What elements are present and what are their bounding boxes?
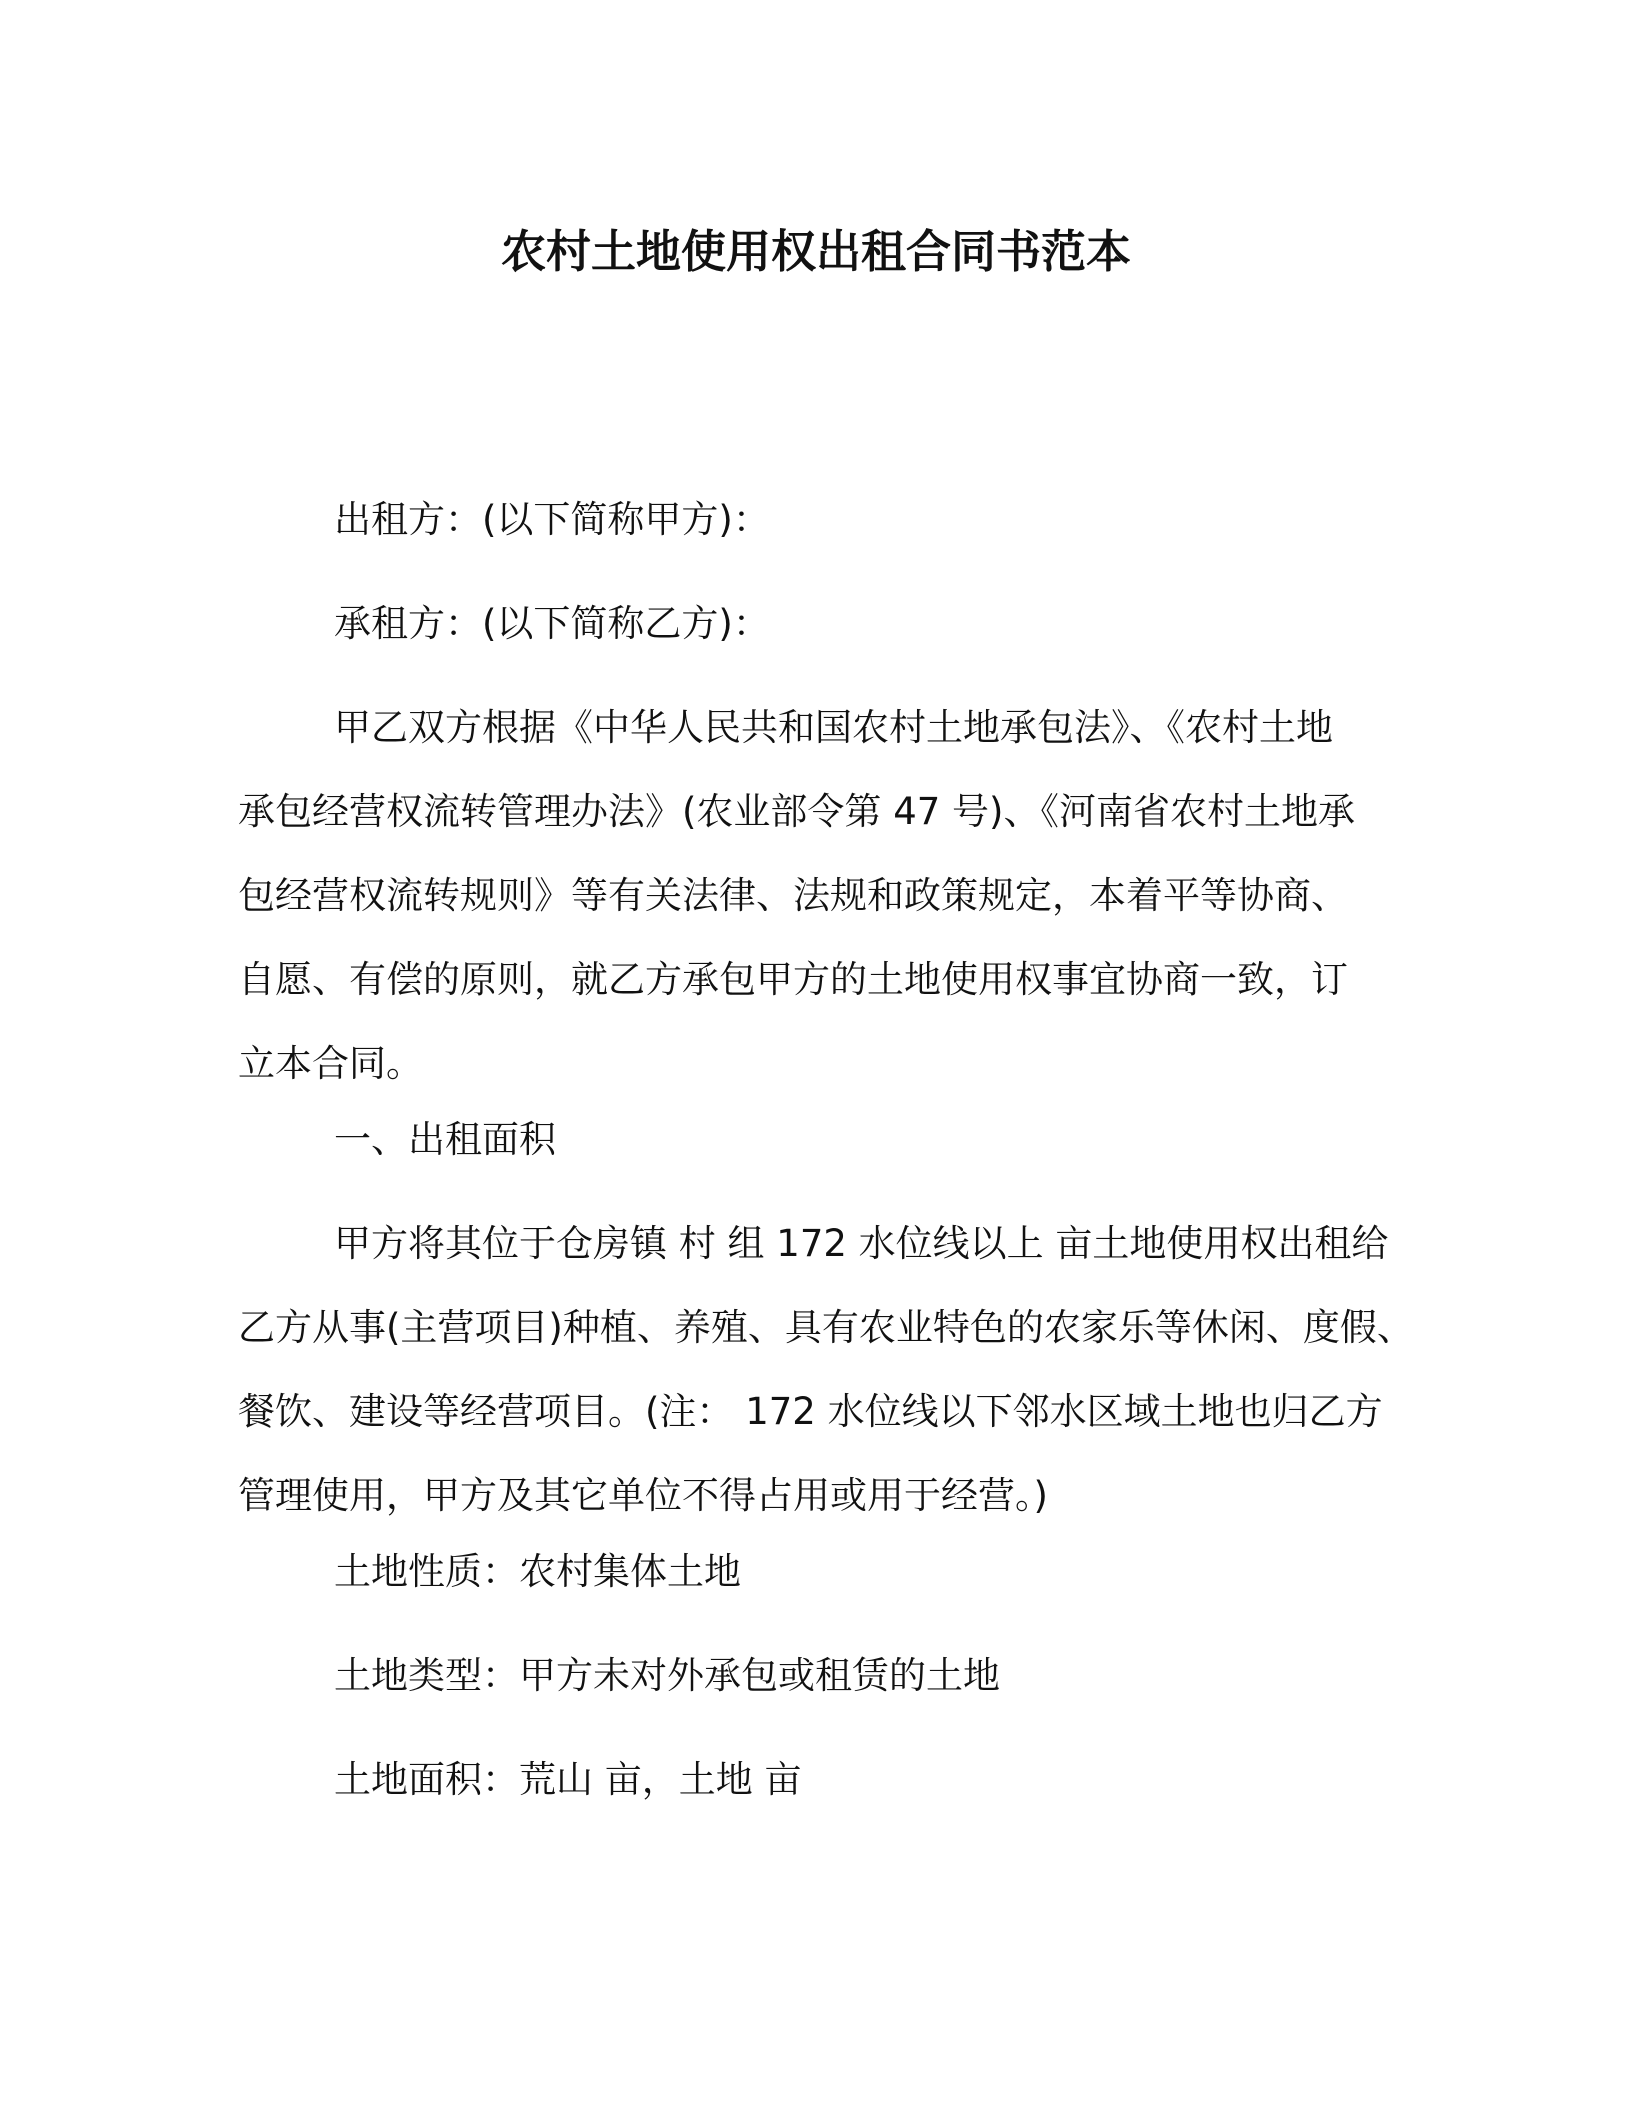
intro-line-text: 甲乙双方根据《中华人民共和国农村土地承包法》、《农村土地 [334,706,1333,749]
land-area-line [238,1738,1418,1822]
intro-line: 承包经营权流转管理办法》(农业部令第 47 号)、《河南省农村土地承 [238,790,1355,833]
intro-line: 自愿、有偿的原则，就乙方承包甲方的土地使用权事宜协商一致，订 [238,958,1348,1001]
land-type-text: 土地类型：甲方未对外承包或租赁的土地 [334,1654,1000,1697]
lessor-text: 出租方：(以下简称甲方)： [334,498,770,541]
lessee-line [238,582,1418,666]
intro-line [238,686,1418,770]
section1-line [238,1202,1418,1286]
section1-paragraph [238,1202,1418,1538]
section1-line-text: 甲方将其位于仓房镇 村 组 172 水位线以上 亩土地使用权出租给 [334,1222,1389,1265]
section1-line: 乙方从事(主营项目)种植、养殖、具有农业特色的农家乐等休闲、度假、 [238,1306,1414,1349]
document-title: 农村土地使用权出租合同书范本 [500,225,1131,278]
land-type-line [238,1634,1418,1718]
intro-line: 包经营权流转规则》等有关法律、法规和政策规定，本着平等协商、 [238,874,1348,917]
land-area-text: 土地面积：荒山 亩，土地 亩 [334,1758,802,1801]
lessee-text: 承租方：(以下简称乙方)： [334,602,770,645]
land-nature-line [238,1530,1418,1614]
lessor-line [238,478,1418,562]
intro-line: 立本合同。 [238,1042,423,1085]
section1-line: 餐饮、建设等经营项目。(注： 172 水位线以下邻水区域土地也归乙方 [238,1390,1383,1433]
section1-line: 管理使用，甲方及其它单位不得占用或用于经营。) [238,1474,1048,1517]
land-nature-text: 土地性质：农村集体土地 [334,1550,741,1593]
section-heading-text: 一、出租面积 [334,1118,556,1161]
section-heading-1 [238,1098,1418,1182]
intro-paragraph [238,686,1418,1106]
